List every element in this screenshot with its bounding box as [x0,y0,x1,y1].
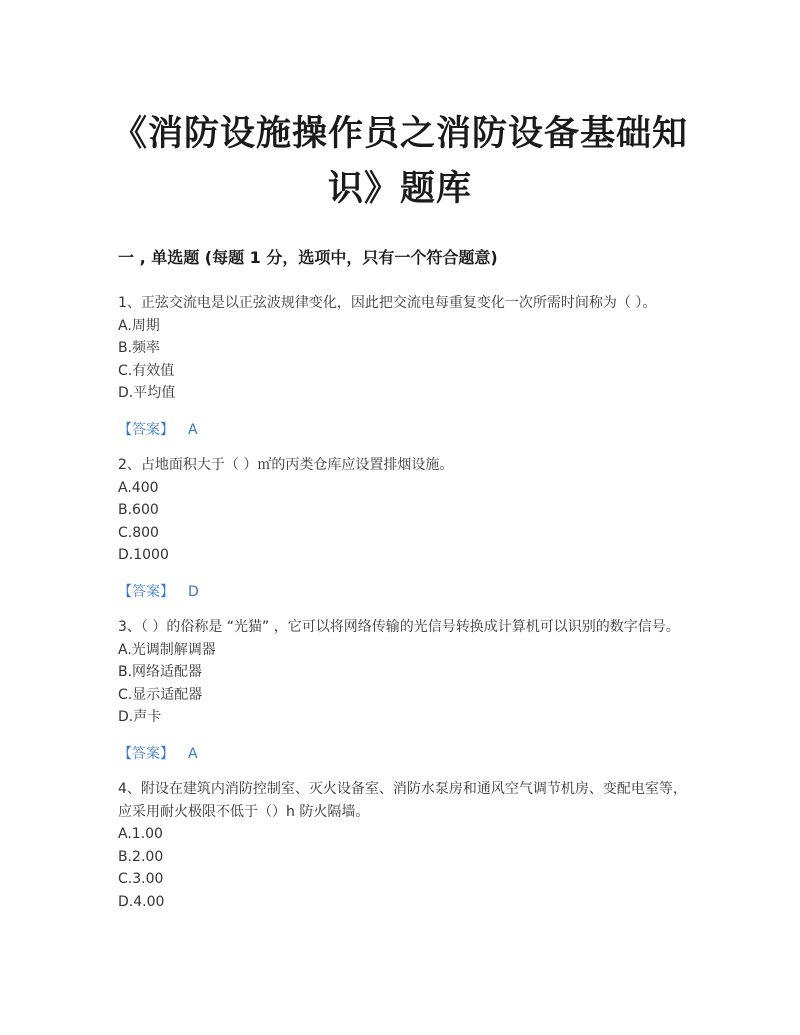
option-a: A.周期 [118,317,160,334]
answer-value: D [188,583,199,600]
question-stem: 2、占地面积大于（ ）㎡的丙类仓库应设置排烟设施。 [118,457,454,473]
answer-value: A [188,421,198,438]
question-3 [118,616,688,765]
document-title-line-1: 《消防设施操作员之消防设备基础知 [111,113,688,154]
section-heading: 一 , 单选题 (每题 1 分，选项中，只有一个符合题意) [118,248,498,267]
option-d: D.声卡 [118,709,162,725]
option-a: A.1.00 [118,826,163,842]
option-c: C.800 [118,524,159,541]
question-stem: 1、正弦交流电是以正弦波规律变化，因此把交流电每重复变化一次所需时间称为（ ）。 [118,295,657,311]
document-title-line-2: 识》题库 [327,168,472,209]
answer-row [118,743,688,766]
option-b: B.2.00 [118,848,164,865]
answer-label: 【答案】 [118,583,174,600]
answer-label: 【答案】 [118,421,174,438]
option-c: C.3.00 [118,871,164,887]
answer-row [118,581,688,604]
answer-value: A [188,745,198,762]
option-b: B.600 [118,502,159,518]
option-b: B.频率 [118,340,161,356]
option-d: D.1000 [118,547,169,563]
option-d: D.平均值 [118,385,176,401]
question-stem: 4、附设在建筑内消防控制室、灭火设备室、消防水泵房和通风空气调节机房、变配电室等，应采用耐火极限不低于（）h 防火隔墙。 [118,781,687,820]
option-a: A.光调制解调器 [118,641,216,658]
option-c: C.显示适配器 [118,686,203,703]
question-list [118,292,688,913]
answer-label: 【答案】 [118,745,174,762]
question-1 [118,292,688,441]
question-4 [118,778,688,913]
question-2 [118,454,688,603]
option-c: C.有效值 [118,362,175,379]
question-stem: 3、（ ）的俗称是 “光猫” ，它可以将网络传输的光信号转换成计算机可以识别的数字信号。 [118,619,680,635]
option-d: D.4.00 [118,893,165,910]
option-a: A.400 [118,479,159,496]
document-title [100,106,700,216]
option-b: B.网络适配器 [118,664,203,680]
answer-row [118,419,688,442]
